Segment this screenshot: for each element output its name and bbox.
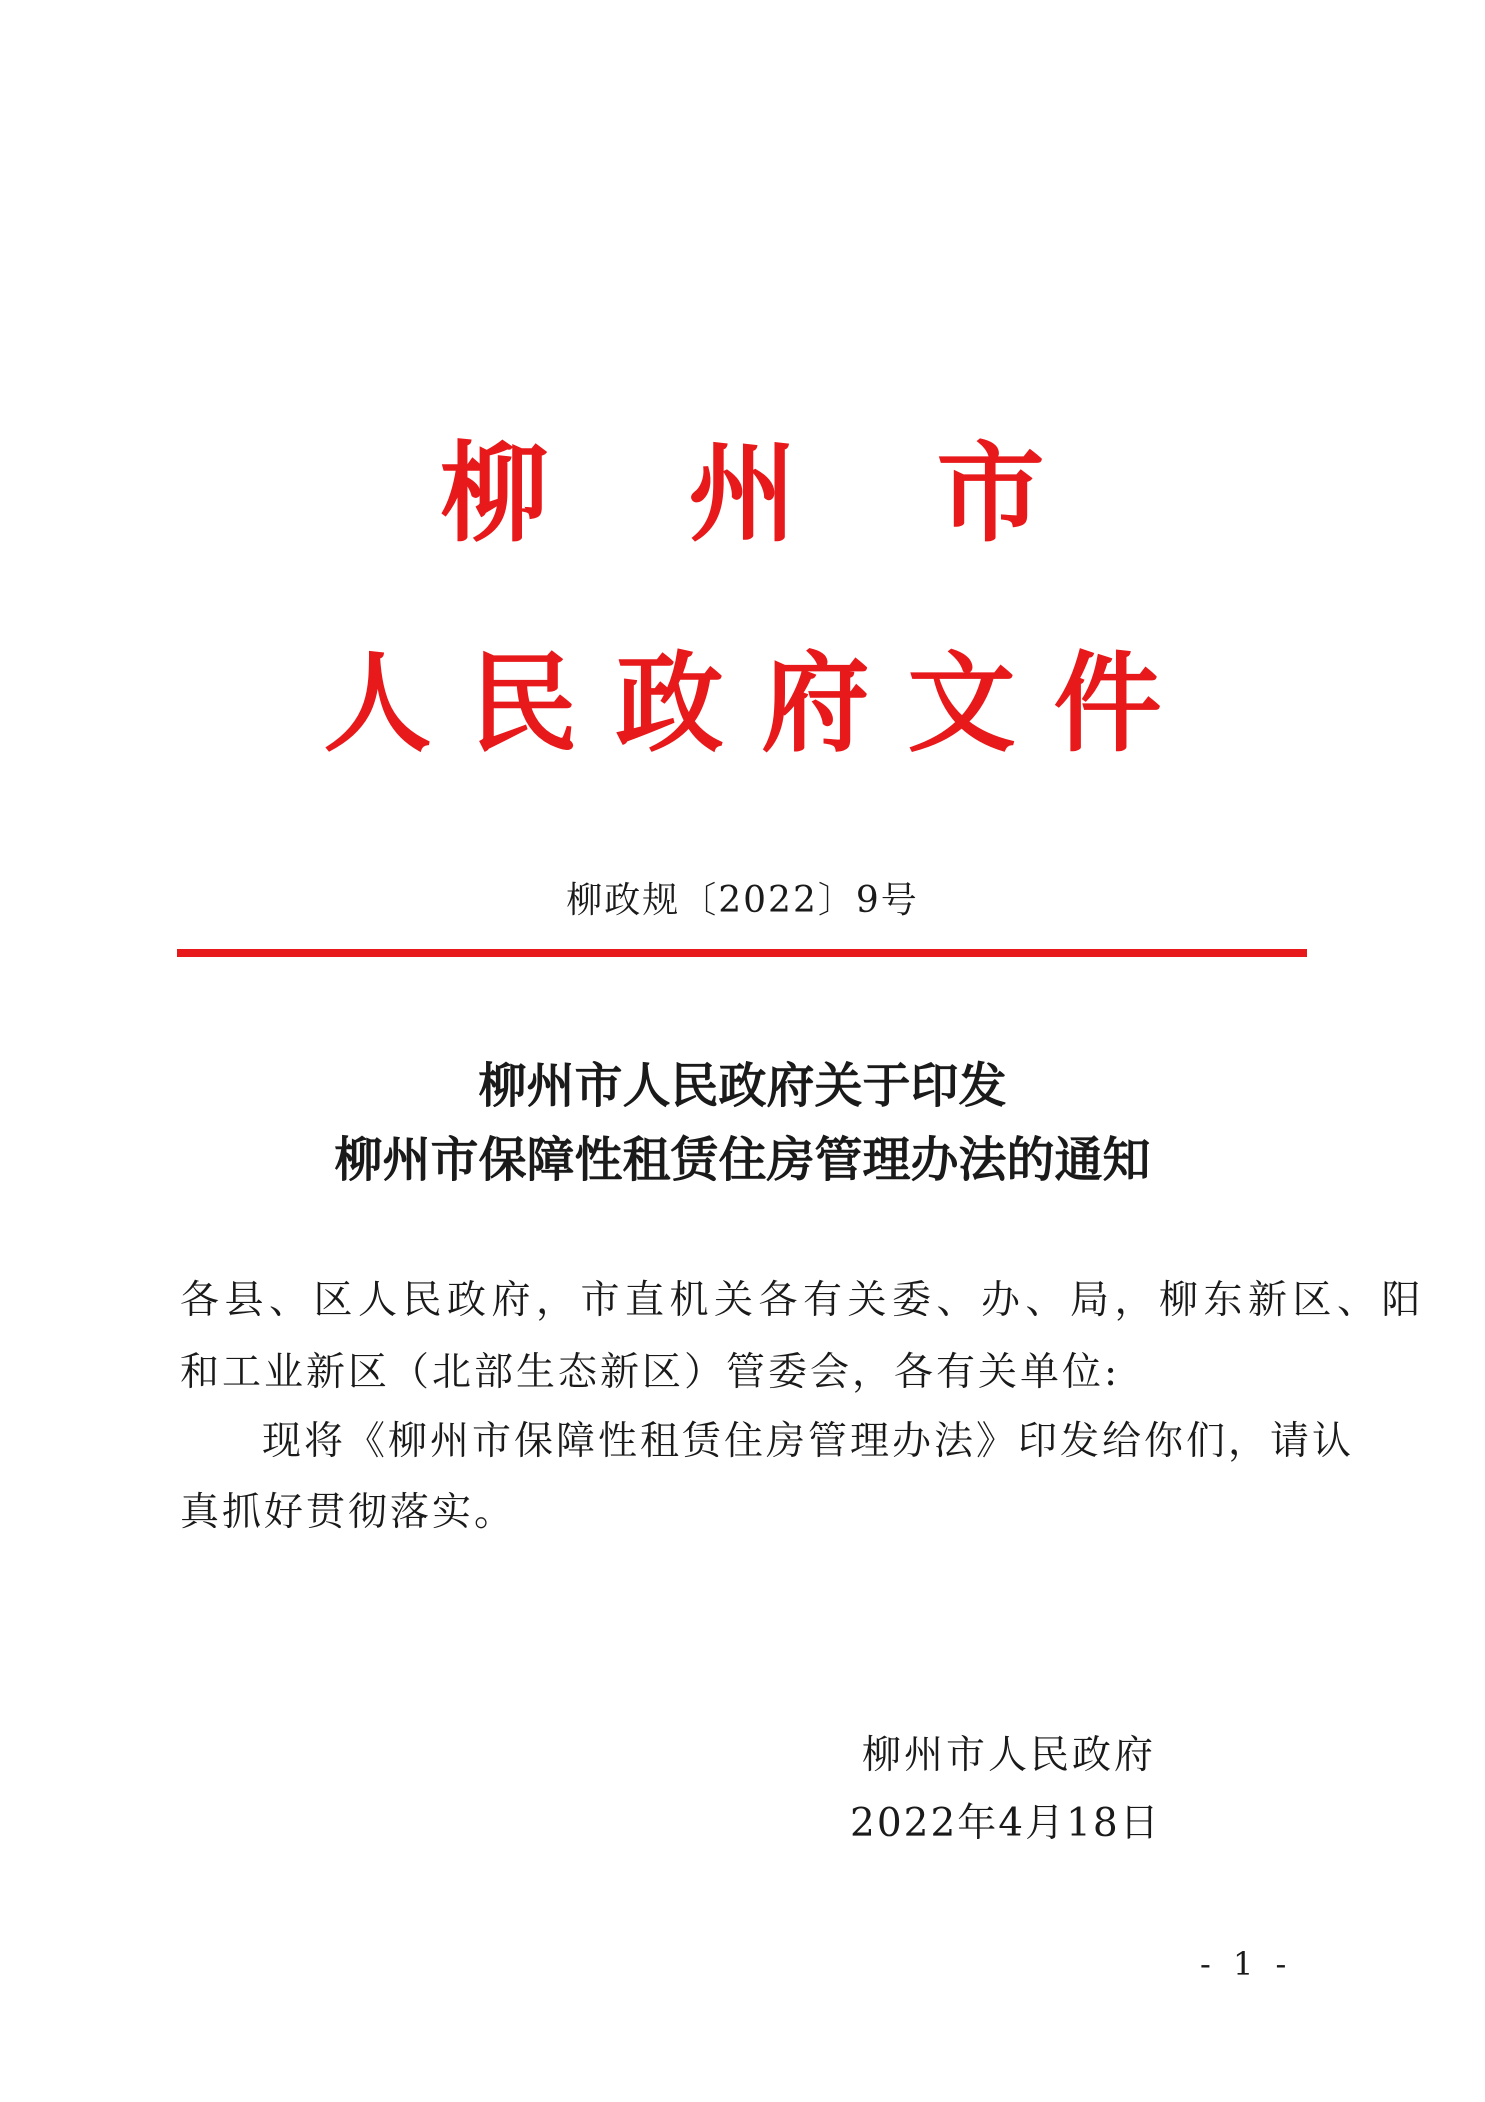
body-line-1: 各县、区人民政府，市直机关各有关委、办、局，柳东新区、阳 [180,1278,1427,1323]
signature-date: 2022年4月18日 [850,1801,1161,1846]
red-divider-line [177,949,1307,957]
body-line-2: 和工业新区（北部生态新区）管委会，各有关单位: [180,1350,1121,1395]
body-line-3: 现将《柳州市保障性租赁住房管理办法》印发给你们，请认 [262,1419,1355,1464]
header-city: 柳州市 [440,432,1185,557]
signature-organization: 柳州市人民政府 [862,1733,1157,1778]
header-government-document: 人民政府文件 [323,642,1200,767]
page-number: - 1 - [1200,1945,1293,1983]
document-number: 柳政规〔2022〕9号 [566,880,919,921]
document-title-line-2: 柳州市保障性租赁住房管理办法的通知 [334,1132,1151,1188]
body-line-4: 真抓好贯彻落实。 [180,1490,517,1535]
document-title-line-1: 柳州市人民政府关于印发 [478,1058,1007,1114]
